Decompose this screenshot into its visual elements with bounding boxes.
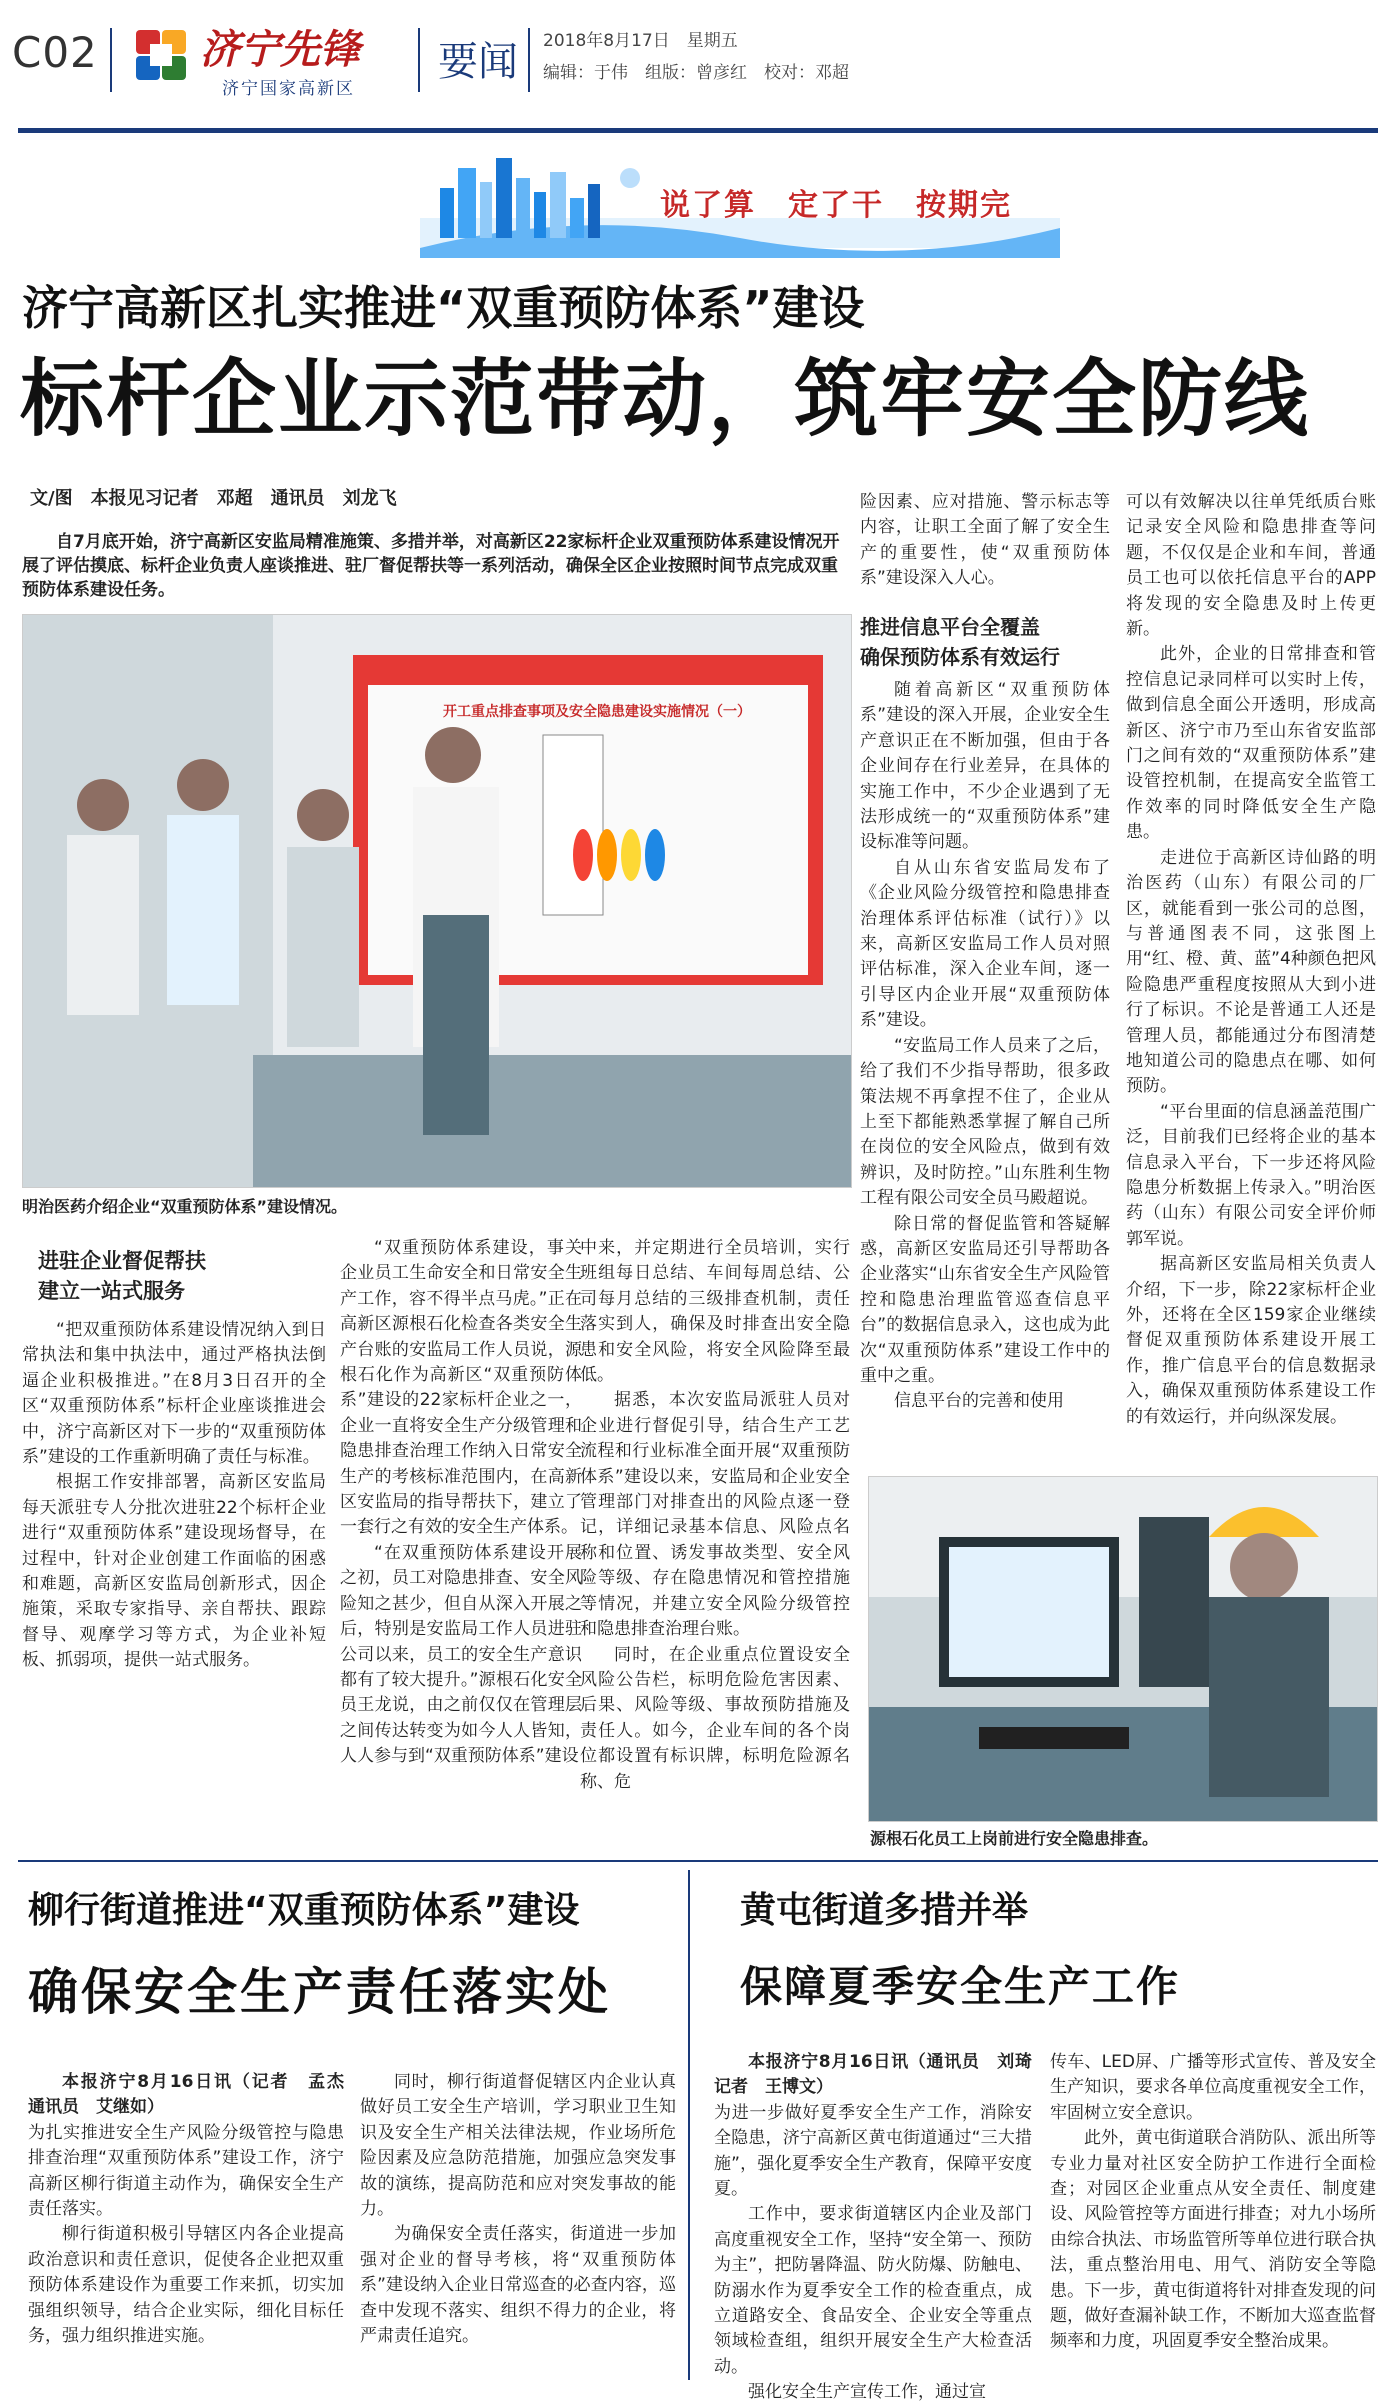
photo-caption: 源根石化员工上岗前进行安全隐患排查。 bbox=[870, 1829, 1159, 1848]
divider bbox=[528, 28, 530, 92]
column-text: 随着高新区“双重预防体系”建设的深入开展，企业安全生产意识正在不断加强，但由于各企业间存在行业差异，在具体的实施工作中，不少企业遇到了无法形成统一的“双重预防体系”建设标准等问题。 自从山东省安监局发布了《企业风险分级管控和隐患排查治理体系评估标准（试行）》以来，高新区安监局工作人员对照评估标准，深入企业车间，逐一引导区内企业开展“双重预防体系”建设。 “安监局工作人员来了之后，给了我们不少指导帮助，很多政策法规不再拿捏不住了，企业从上至下都能熟悉掌握了解自己所在岗位的安全风险点，做到有效辨识，及时防控。”山东胜利生物工程有限公司安全员马殿超说。 除日常的督促监管和答疑解惑，高新区安监局还引导帮助各企业落实“山东省安全生产风险管控和隐患治理监管巡查信息平台”的数据信息录入，这也成为此次“双重预防体系”建设工作中的重中之重。 信息平台的完善和使用 bbox=[860, 680, 1110, 1412]
column-text: 传车、LED屏、广播等形式宣传、普及安全生产知识，要求各单位高度重视安全工作，牢固树立安全意识。 此外，黄屯街道联合消防队、派出所等专业力量对社区安全防护工作进行全面检查；对园区企业重点从安全责任、制度建设、风险管控等方面进行排查；对九小场所由综合执法、市场监管所等单位进行联合执法，重点整治用电、用气、消防安全等隐患。下一步，黄屯街道将针对排查发现的问题，做好查漏补缺工作，不断加大巡查监督频率和力度，巩固夏季安全整治成果。 bbox=[1050, 2052, 1376, 2352]
column-text: “双重预防体系建设，事关企业员工生命安全和日常安全生产工作，容不得半点马虎。”正在高新区源根石化检查各类安全生产台账的安监局工作人员说，源根石化作为高新区“双重预防体系”建设的22家标杆企业之一，企业一直将安全生产分级管理和隐患排查治理工作纳入日常安全生产的考核标准范围内，在高新区安监局的指导帮扶下，建立了一套行之有效的安全生产体系。 “在双重预防体系建设开展之初，员工对隐患排查、安全风险知之甚少，但自从深入开展之后，特别是安监局工作人员进驻公司以来，员工的安全生产意识都有了较大提升。”源根石化安全员王龙说，由之前仅仅在管理层之间传达转变为如今人人皆知，人人参与到“双重预防体系”建设 bbox=[340, 1238, 582, 1767]
section-rule bbox=[18, 1860, 1378, 1862]
photo-worker-monitor bbox=[868, 1476, 1378, 1822]
photo-workers-board bbox=[22, 614, 852, 1188]
section-title: 要闻 bbox=[438, 39, 518, 85]
column-text: “把双重预防体系建设情况纳入到日常执法和集中执法中，通过严格执法倒逼企业积极推进。”在8月3日召开的全区“双重预防体系”标杆企业座谈推进会中，济宁高新区对下一步的“双重预防体系”建设的工作重新明确了责任与标准。 根据工作安排部署，高新区安监局每天派驻专人分批次进驻22个标杆企业进行“双重预防体系”建设现场督导，在过程中，针对企业创建工作面临的困惑和难题，高新区安监局创新形式，因企施策，采取专家指导、亲自帮扶、跟踪督导、观摩学习等方式，为企业补短板、抓弱项，提供一站式服务。 bbox=[22, 1320, 326, 1671]
column-subheading: 进驻企业督促帮扶 建立一站式服务 bbox=[38, 1249, 206, 1303]
story-headline: 确保安全生产责任落实处 bbox=[28, 1963, 611, 2021]
story-kicker: 柳行街道推进“双重预防体系”建设 bbox=[28, 1890, 580, 1931]
column-text: 本报济宁8月16日讯（记者 孟杰 通讯员 艾继如） 为扎实推进安全生产风险分级管控与隐患排查治理“双重预防体系”建设工作，济宁高新区柳行街道主动作为，确保安全生产责任落实。 柳行街道积极引导辖区内各企业提高政治意识和责任意识，促使各企业把双重预防体系建设作为重要工作来抓，切实加强组织领导，结合企业实际，细化目标任务，强力组织推进实施。 bbox=[28, 2072, 361, 2347]
photo-caption: 明治医药介绍企业“双重预防体系”建设情况。 bbox=[22, 1197, 348, 1216]
column-text: 本报济宁8月16日讯（通讯员 刘琦 记者 王博文） 为进一步做好夏季安全生产工作，消除安全隐患，济宁高新区黄屯街道通过“三大措施”，强化夏季安全生产教育，保障平安度夏。 工作中，要求街道辖区内企业及部门高度重视安全工作，坚持“安全第一、预防为主”，把防暑降温、防火防爆、防触电、防溺水作为夏季安全工作的检查重点，成立道路安全、食品安全、企业安全等重点领域检查组，组织开展安全生产大检查活动。 强化安全生产宣传工作，通过宣 bbox=[714, 2052, 1049, 2403]
article-headline: 标杆企业示范带动，筑牢安全防线 bbox=[20, 350, 1311, 448]
column-text: 同时，柳行街道督促辖区内企业认真做好员工安全生产培训，学习职业卫生知识及安全生产相关法律法规，作业场所危险因素及应急防范措施，加强应急突发事故的演练，提高防范和应对突发事故的能力。 为确保安全责任落实，街道进一步加强对企业的督导考核，将“双重预防体系”建设纳入企业日常巡查的必查内容，巡查中发现不落实、组织不得力的企业，将严肃责任追究。 bbox=[360, 2072, 676, 2347]
divider bbox=[110, 28, 112, 92]
article-byline: 文/图 本报见习记者 邓超 通讯员 刘龙飞 bbox=[30, 488, 397, 509]
column-subheading: 推进信息平台全覆盖 确保预防体系有效运行 bbox=[860, 615, 1060, 669]
article-lead: 自7月底开始，济宁高新区安监局精准施策、多措并举，对高新区22家标杆企业双重预防体系建设情况开展了评估摸底、标杆企业负责人座谈推进、驻厂督促帮扶等一系列活动，确保全区企业按照时间节点完成双重预防体系建设任务。 bbox=[22, 532, 840, 600]
column-text: 可以有效解决以往单凭纸质台账记录安全风险和隐患排查等问题，不仅仅是企业和车间，普通员工也可以依托信息平台的APP将发现的安全隐患及时上传更新。 此外，企业的日常排查和管控信息记录同样可以实时上传，做到信息全面公开透明，形成高新区、济宁市乃至山东省安监部门之间有效的“双重预防体系”建设管控机制，在提高安全监管工作效率的同时降低安全生产隐患。 走进位于高新区诗仙路的明治医药（山东）有限公司的厂区，就能看到一张公司的总图，与普通图表不同，这张图上用“红、橙、黄、蓝”4种颜色把风险隐患严重程度按照从大到小进行了标识。不论是普通工人还是管理人员，都能通过分布图清楚地知道公司的隐患点在哪、如何预防。 “平台里面的信息涵盖范围广泛，目前我们已经将企业的基本信息录入平台，下一步还将风险隐患分析数据上传录入。”明治医药（山东）有限公司安全评价师郭军说。 据高新区安监局相关负责人介绍，下一步，除22家标杆企业外，还将在全区159家企业继续督促双重预防体系建设开展工作，推广信息平台的信息数据录入，确保双重预防体系建设工作的有效运行，并向纵深发展。 bbox=[1126, 492, 1376, 1427]
column-text: 中来，并定期进行全员培训，实行班组每日总结、车间每周总结、公司每月总结的三级排查机制，责任落实到人，确保及时排查出安全隐患和安全风险，将安全风险降至最低。 据悉，本次安监局派驻人员对企业进行督促引导，结合生产工艺流程和行业标准全面开展“双重预防体系”建设以来，安监局和企业安全管理部门对排查出的风险点逐一登记，详细记录基本信息、风险点名称和位置、诱发事故类型、安全风险等级、存在隐患情况和管控措施等情况，并建立安全风险分级管控和隐患排查治理台账。 同时，在企业重点位置设安全风险公告栏，标明危险危害因素、后果、风险等级、事故预防措施及责任人。如今，企业车间的各个岗位都设置有标识牌，标明危险源名称、危 bbox=[580, 1238, 850, 1792]
banner-slogan: 说了算 定了干 按期完 bbox=[660, 188, 1012, 223]
story-headline: 保障夏季安全生产工作 bbox=[740, 1962, 1181, 2011]
masthead-rule bbox=[18, 128, 1378, 133]
date-line: 2018年8月17日 星期五 bbox=[543, 31, 738, 51]
photo-board-title: 开工重点排查事项及安全隐患建设实施情况（一） bbox=[443, 704, 751, 720]
divider bbox=[418, 28, 420, 92]
story-kicker: 黄屯街道多措并举 bbox=[740, 1890, 1029, 1931]
page-number: C02 bbox=[12, 28, 98, 77]
column-text: 险因素、应对措施、警示标志等内容，让职工全面了解了安全生产的重要性，使“双重预防体系”建设深入人心。 bbox=[860, 492, 1110, 589]
staff-line: 编辑：于伟 组版：曾彦红 校对：邓超 bbox=[543, 63, 849, 83]
paper-name: 济宁先锋 bbox=[200, 26, 360, 73]
paper-logo-icon bbox=[132, 26, 190, 84]
paper-subtitle: 济宁国家高新区 bbox=[222, 79, 355, 99]
column-divider bbox=[688, 1870, 690, 2380]
article-kicker: 济宁高新区扎实推进“双重预防体系”建设 bbox=[22, 281, 865, 335]
